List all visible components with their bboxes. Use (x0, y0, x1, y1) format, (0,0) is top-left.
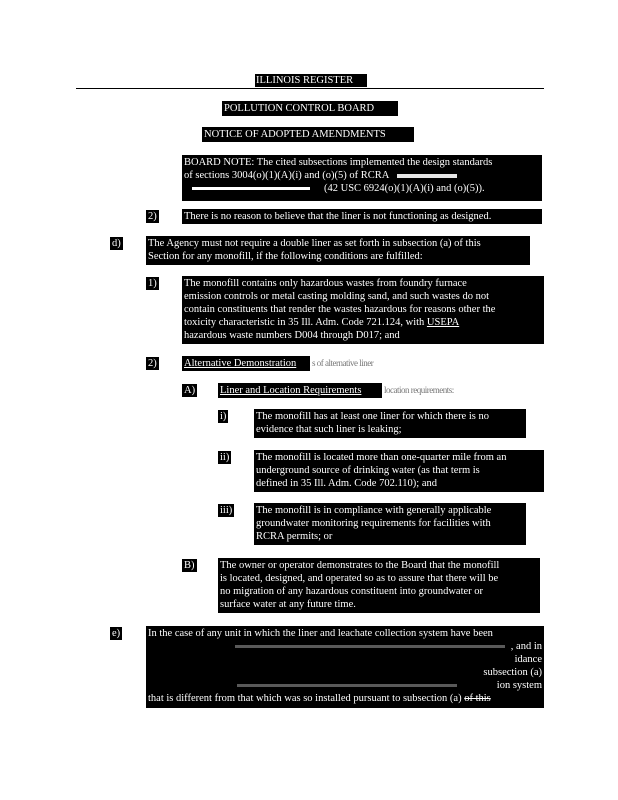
item-2a-text: There is no reason to believe that the liner is not functioning as designed. (182, 209, 542, 224)
item-i-number: i) (220, 411, 227, 422)
item-iii-number: iii) (220, 505, 233, 516)
item-A-label-tail: location requirements: (384, 385, 454, 395)
item-d1-text: The monofill contains only hazardous wastes from foundry furnace emission controls or metal casting molding sand, and such wastes do not contain constituents that render the wastes hazardous for reasons other the toxicity characteristic in 35 Ill. Adm. Code 721.124, with USEPA hazardous waste numbers D004 through D017; and (182, 276, 544, 344)
board-title: POLLUTION CONTROL BOARD (222, 101, 398, 116)
item-A-number: A) (184, 385, 196, 396)
register-title: ILLINOIS REGISTER (255, 74, 367, 87)
item-e-number: e) (112, 628, 121, 639)
item-B-number: B) (184, 560, 195, 571)
item-ii-number: ii) (220, 452, 230, 463)
notice-title: NOTICE OF ADOPTED AMENDMENTS (202, 127, 414, 142)
item-d1-number: 1) (148, 278, 157, 289)
item-B-text: The owner or operator demonstrates to the Board that the monofill is located, designed, and operated so as to assure that there will be no migration of any hazardous constituent into groundwater or surface water at any future time. (218, 558, 540, 613)
item-d-text: The Agency must not require a double liner as set forth in subsection (a) of this Section for any monofill, if the following conditions are fulfilled: (146, 236, 530, 265)
header-rule (76, 88, 544, 89)
item-2a-number: 2) (148, 211, 157, 222)
item-iii-text: The monofill is in compliance with generally applicable groundwater monitoring requirements for facilities with RCRA permits; or (254, 503, 526, 545)
item-i-text: The monofill has at least one liner for which there is no evidence that such liner is leaking; (254, 409, 526, 438)
item-d2-label-tail: s of alternative liner (312, 358, 374, 368)
item-A-label: Liner and Location Requirements (218, 383, 382, 398)
item-e-text: In the case of any unit in which the liner and leachate collection system have been , and in idance subsection (a) ion system that is different from that which was so installed pursuant to subsection (a) of this (146, 626, 544, 708)
item-d-number: d) (112, 238, 121, 249)
item-d2-label: Alternative Demonstration (182, 356, 310, 371)
item-ii-text: The monofill is located more than one-quarter mile from an underground source of drinking water (as that term is defined in 35 Ill. Adm. Code 702.110); and (254, 450, 544, 492)
item-d2-number: 2) (148, 358, 157, 369)
board-note: BOARD NOTE: The cited subsections implemented the design standards of sections 3004(o)(1)(A)(i) and (o)(5) of RCRA (42 USC 6924(o)(1)(A)(i) and (o)(5)). (182, 155, 542, 201)
